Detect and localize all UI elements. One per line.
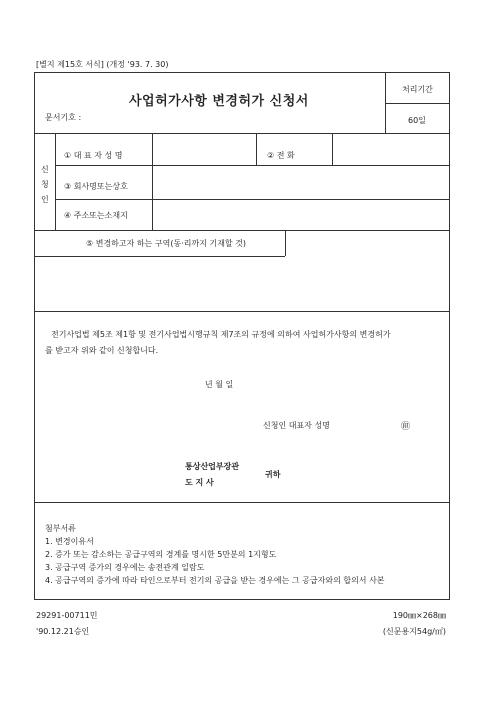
company-name-label: ③ 회사명또는상호	[64, 182, 128, 191]
date-label: 년 월 일	[205, 380, 234, 389]
attachment-item: 2. 증가 또는 감소하는 공급구역의 경계를 명시한 5만분의 1지형도	[45, 550, 277, 559]
processing-period-label: 처리기간	[402, 85, 433, 94]
divider	[35, 133, 449, 134]
attachments-box	[34, 502, 450, 600]
footer-paper-type: (신문용지54g/㎡)	[382, 627, 446, 636]
divider	[35, 311, 449, 312]
attachment-item: 4. 공급구역의 증가에 따라 타인으로부터 전기의 공급을 받는 경우에는 그 공급자와의 합의서 사본	[45, 576, 385, 585]
doc-number-label: 문서기호 :	[45, 113, 82, 122]
recipient-suffix: 귀하	[265, 470, 281, 479]
divider	[55, 133, 56, 230]
processing-period-value: 60일	[408, 116, 426, 125]
change-area-label: ⑤ 변경하고자 하는 구역(동·리까지 기재할 것)	[86, 239, 247, 248]
divider	[55, 199, 449, 200]
applicant-label-char: 청	[41, 180, 49, 189]
divider	[35, 230, 449, 231]
footer-approval: '90.12.21승인	[36, 627, 90, 636]
representative-name-label: ① 대 표 자 성 명	[64, 151, 123, 160]
address-label: ④ 주소또는소재지	[64, 211, 128, 220]
applicant-label-char: 인	[41, 195, 49, 204]
divider	[385, 103, 449, 104]
attachment-item: 1. 변경이유서	[45, 537, 94, 546]
form-title: 사업허가사항 변경허가 신청서	[129, 94, 309, 109]
seal-mark: ㊞	[401, 422, 411, 432]
footer-paper-size: 190㎜×268㎜	[392, 611, 446, 620]
statement-line-1: 전기사업법 제5조 제1항 및 전기사업법시행규칙 제7조의 규정에 의하여 사업허가사항의 변경허가	[51, 330, 391, 339]
recipient-minister: 통상산업부장관	[185, 462, 240, 471]
divider	[152, 133, 153, 230]
divider	[55, 165, 449, 166]
header-note: [별지 제15호 서식] (개정 '93. 7. 30)	[36, 60, 169, 69]
phone-label: ② 전 화	[267, 151, 295, 160]
divider	[332, 133, 333, 165]
applicant-label-char: 신	[41, 165, 49, 174]
attachments-title: 첨부서류	[45, 524, 76, 533]
attachment-item: 3. 공급구역 증가의 경우에는 송전관계 일람도	[45, 563, 205, 572]
divider	[35, 256, 285, 257]
divider	[256, 133, 257, 165]
statement-line-2: 를 받고자 위와 같이 신청합니다.	[45, 346, 159, 355]
recipient-governor: 도 지 사	[185, 478, 214, 487]
signature-label: 신청인 대표자 성명	[263, 421, 330, 430]
footer-form-code: 29291-00711민	[36, 611, 98, 620]
application-form	[34, 72, 450, 503]
divider	[285, 230, 286, 256]
